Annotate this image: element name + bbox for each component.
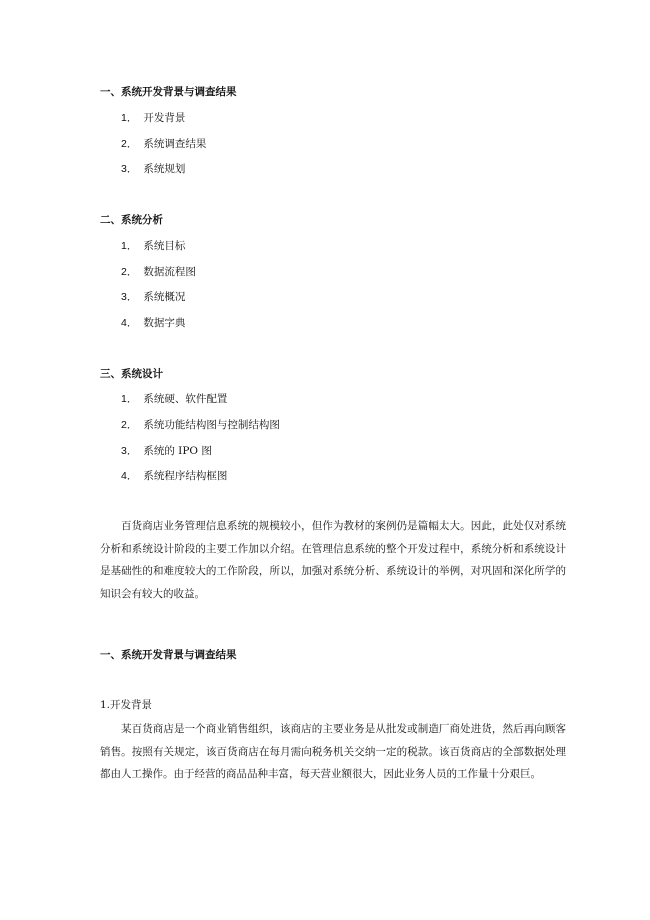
toc-item-text: 数据字典 bbox=[143, 317, 186, 329]
toc-item bbox=[121, 468, 227, 483]
toc-item-text: 数据流程图 bbox=[143, 266, 196, 278]
toc-item-text: 开发背景 bbox=[143, 112, 186, 124]
section-heading: 一、系统开发背景与调查结果 bbox=[100, 649, 237, 661]
toc-item-number: 3． bbox=[121, 445, 138, 457]
toc-item-text: 系统概况 bbox=[143, 291, 186, 303]
toc-item bbox=[121, 110, 185, 125]
toc-item-number: 1． bbox=[121, 240, 138, 252]
intro-paragraph: 百货商店业务管理信息系统的规模较小，但作为教材的案例仍是篇幅太大。因此，此处仅对系统分析和系统设计阶段的主要工作加以介绍。在管理信息系统的整个开发过程中，系统分析和系统设计是基础性的和难度较大的工作阶段，所以，加强对系统分析、系统设计的举例，对巩固和深化所学的知识会有较大的收益。 bbox=[100, 520, 566, 601]
toc-heading-1: 一、系统开发背景与调查结果 bbox=[100, 86, 237, 98]
toc-item-number: 2． bbox=[121, 266, 138, 278]
toc-item bbox=[121, 289, 185, 304]
toc-item-text: 系统目标 bbox=[143, 240, 186, 252]
toc-item bbox=[121, 315, 185, 330]
toc-item-number: 2． bbox=[121, 419, 138, 431]
toc-item-number: 2． bbox=[121, 138, 138, 150]
toc-item bbox=[121, 417, 280, 432]
toc-item-text: 系统的 IPO 图 bbox=[143, 445, 212, 457]
toc-item-text: 系统功能结构图与控制结构图 bbox=[143, 419, 280, 431]
toc-heading-3: 三、系统设计 bbox=[100, 368, 163, 380]
subsection-paragraph: 某百货商店是一个商业销售组织，该商店的主要业务是从批发或制造厂商处进货，然后再向顾客销售。按照有关规定，该百货商店在每月需向税务机关交纳一定的税款。该百货商店的全部数据处理都由人工操作。由于经营的商品品种丰富，每天营业额很大，因此业务人员的工作量十分艰巨。 bbox=[100, 723, 566, 781]
toc-item bbox=[121, 161, 185, 176]
toc-item-text: 系统硬、软件配置 bbox=[143, 393, 228, 405]
toc-item-text: 系统程序结构框图 bbox=[143, 470, 228, 482]
toc-item bbox=[121, 264, 196, 279]
toc-heading-2: 二、系统分析 bbox=[100, 214, 163, 226]
toc-item-number: 3． bbox=[121, 163, 138, 175]
toc-item-text: 系统调查结果 bbox=[143, 138, 207, 150]
toc-item-number: 4． bbox=[121, 317, 138, 329]
toc-item bbox=[121, 136, 206, 151]
toc-item bbox=[121, 238, 185, 253]
toc-item bbox=[121, 391, 227, 406]
toc-item-number: 3． bbox=[121, 291, 138, 303]
subsection-title: 1.开发背景 bbox=[100, 699, 153, 711]
toc-item-number: 1． bbox=[121, 393, 138, 405]
toc-item bbox=[121, 443, 212, 458]
toc-item-number: 4． bbox=[121, 470, 138, 482]
toc-item-text: 系统规划 bbox=[143, 163, 186, 175]
toc-item-number: 1． bbox=[121, 112, 138, 124]
